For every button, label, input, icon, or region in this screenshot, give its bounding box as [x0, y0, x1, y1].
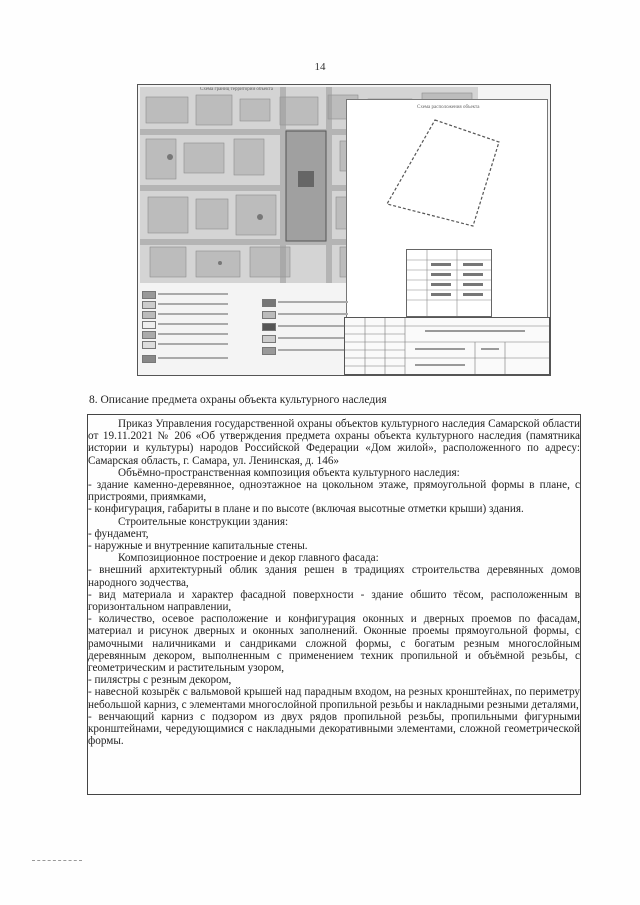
page-number: 14 — [314, 61, 326, 73]
map-figure — [137, 84, 551, 376]
list-item: - конфигурация, габариты в плане и по высоте (включая высотные отметки крыши) здания. — [88, 503, 524, 516]
subheading-facade: Композиционное построение и декор главного фасада: — [118, 552, 379, 565]
section-heading: 8. Описание предмета охраны объекта культурного наследия — [89, 394, 387, 406]
coordinates-table — [406, 249, 492, 317]
subheading-structures: Строительные конструкции здания: — [118, 515, 289, 528]
page-footer-line — [32, 860, 82, 861]
list-item: - фундамент, — [88, 527, 149, 540]
list-item: - количество, осевое расположение и конфигурация оконных и дверных проемов по фасадам, материал и рисунок дверных и оконных заполнений. Оконные проемы прямоугольной формы, с рамочными наличниками и сандриками сложной формы, с богатым резным многослойным деревянным декором, выполненным с применением техник пропильной и объёмной резьбы, с геометрическим и растительным узором, — [88, 613, 580, 675]
inset-caption: Схема расположения объекта — [417, 105, 480, 110]
list-item: - вид материала и характер фасадной поверхности - здание обшито тёсом, расположенным в горизонтальном направлении, — [88, 588, 580, 614]
map-caption: Схема границ территории объекта — [200, 87, 273, 92]
protection-subject-box — [87, 414, 581, 795]
map-legend — [142, 289, 342, 373]
order-paragraph: Приказ Управления государственной охраны объектов культурного наследия Самарской области от 19.11.2021 № 206 «Об утверждения предмета охраны объекта культурного наследия (памятника истории и культуры) народов Российской Федерации «Дом жилой», расположенного по адресу: Самарская область, г. Самара, ул. Ленинская, д. 146» — [88, 418, 580, 467]
list-item: - здание каменно-деревянное, одноэтажное на цокольном этаже, прямоугольной формы в плане, с пристроями, приямками, — [88, 479, 580, 504]
title-block-stamp — [344, 317, 550, 375]
list-item: - навесной козырёк с вальмовой крышей над парадным входом, на резных кронштейнах, по периметру небольшой карниз, с элементами многослойной пропильной резьбы и накладными резными деталями, — [88, 686, 580, 711]
list-item: - наружные и внутренние капитальные стены. — [88, 540, 308, 553]
list-item: - венчающий карниз с подзором из двух рядов пропильной резьбы, пропильными фигурными кронштейнами, чередующимися с накладными декоративными элементами, сложной геометрической формы. — [88, 710, 580, 748]
list-item: - пилястры с резным декором, — [88, 674, 232, 687]
subheading-volume-composition: Объёмно-пространственная композиция объекта культурного наследия: — [118, 466, 460, 479]
list-item: - внешний архитектурный облик здания решен в традициях строительства деревянных домов народного зодчества, — [88, 564, 580, 589]
